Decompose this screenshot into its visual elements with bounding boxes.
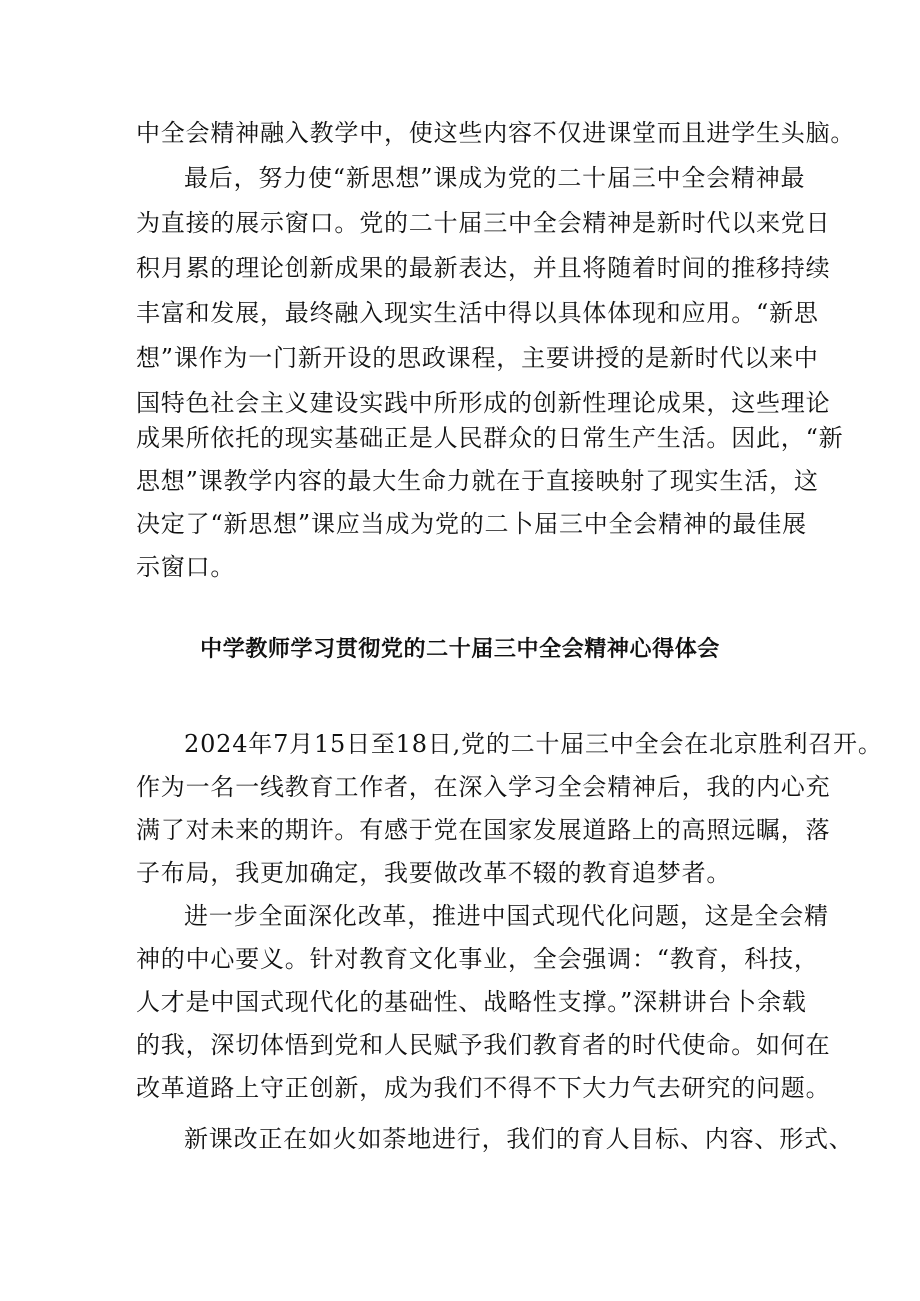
paragraph-2-line-3: 积月累的理论创新成果的最新表达，并且将随着时间的推移持续 xyxy=(136,254,831,282)
paragraph-2-line-9: 决定了“新思想”课应当成为党的二卜届三中全会精神的最佳展 xyxy=(136,510,807,538)
paragraph-2-line-5: 想”课作为一门新开设的思政课程，主要讲授的是新时代以来中 xyxy=(136,344,819,372)
section-title: 中学教师学习贯彻党的二十届三中全会精神心得体会 xyxy=(200,637,720,662)
paragraph-4-line-3: 人才是中国式现代化的基础性、战略性支撑。”深耕讲台卜余载 xyxy=(136,988,807,1016)
paragraph-2-line-6: 国特色社会主义建设实践中所形成的创新性理论成果，这些理论 xyxy=(136,389,831,417)
paragraph-4-line-2: 神的中心要义。针对教育文化事业，全会强调：“教育，科技， xyxy=(136,945,819,973)
paragraph-2-line-4: 丰富和发展，最终融入现实生活中得以具体体现和应用。“新思 xyxy=(136,299,819,327)
paragraph-2-line-7: 成果所依托的现实基础正是人民群众的日常生产生活。因此，“新 xyxy=(136,424,844,452)
paragraph-3-line-2: 作为一名一线教育工作者，在深入学习全会精神后，我的内心充 xyxy=(136,773,831,801)
paragraph-4-line-1: 进一步全面深化改革，推进中国式现代化问题，这是全会精 xyxy=(184,902,829,930)
paragraph-2-line-1: 最后，努力使“新思想”课成为党的二十届三中全会精神最 xyxy=(184,164,806,192)
paragraph-1-line-1: 中全会精神融入教学中，使这些内容不仅进课堂而且进学生头脑。 xyxy=(136,119,856,147)
paragraph-5-line-1: 新课改正在如火如荼地进行，我们的育人目标、内容、形式、 xyxy=(184,1125,854,1153)
paragraph-4-line-4: 的我，深切体悟到党和人民赋予我们教育者的时代使命。如何在 xyxy=(136,1031,831,1059)
paragraph-2-line-10: 示窗口。 xyxy=(136,553,236,581)
paragraph-3-line-4: 子布局，我更加确定，我要做改革不辍的教育追梦者。 xyxy=(136,859,732,887)
paragraph-2-line-2: 为直接的展示窗口。党的二十届三中全会精神是新时代以来党日 xyxy=(136,209,831,237)
paragraph-3-line-3: 满了对未来的期许。有感于党在国家发展道路上的高照远瞩，落 xyxy=(136,816,831,844)
paragraph-3-line-1: 2024年7月15日至18日,党的二十届三中全会在北京胜利召开。 xyxy=(184,730,883,758)
paragraph-4-line-5: 改革道路上守正创新，成为我们不得不下大力气去研究的问题。 xyxy=(136,1074,831,1102)
paragraph-2-line-8: 思想”课教学内容的最大生命力就在于直接映射了现实生活，这 xyxy=(136,467,819,495)
